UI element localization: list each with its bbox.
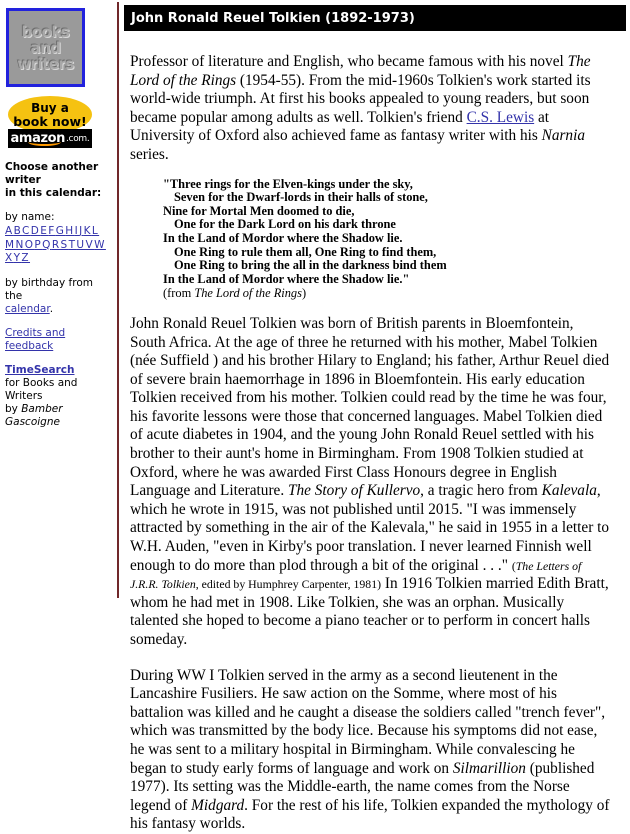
ww1-work-midgard: Midgard xyxy=(191,796,245,814)
bio-part-3: , which he wrote in 1915, was not published until 2015. "I was immensely attracted by something in the air of the Kalevala," he said in 1955 in a letter to W.H. Auden, "even in Kirby's poor translation. I never learned Finnish well enough to do more than plod through a bit of the original . . ." xyxy=(130,482,610,574)
alpha-link-J[interactable]: J xyxy=(79,225,84,237)
bio-part-2: , a tragic hero from xyxy=(420,482,542,500)
page-title: John Ronald Reuel Tolkien (1892-1973) xyxy=(131,10,415,26)
ww1-paragraph xyxy=(124,667,622,834)
bio-citation-rest: , edited by Humphrey Carpenter, 1981) xyxy=(195,577,382,592)
poem-source xyxy=(163,286,630,301)
amazon-logo[interactable] xyxy=(8,129,92,148)
alpha-link-D[interactable]: D xyxy=(30,225,41,237)
sidebar-content-divider xyxy=(117,2,119,598)
timesearch-author: Bamber Gascoigne xyxy=(5,402,63,428)
page-title-bar xyxy=(124,5,626,31)
alpha-link-B[interactable]: B xyxy=(13,225,23,237)
poem-source-title: The Lord of the Rings xyxy=(194,286,302,301)
bio-work-kalevala: Kalevala xyxy=(541,482,597,500)
choose-writer-heading xyxy=(5,161,111,200)
ww1-work-silmarillion: Silmarillion xyxy=(452,759,526,777)
cs-lewis-link[interactable]: C.S. Lewis xyxy=(466,108,535,126)
alpha-link-H[interactable]: H xyxy=(65,225,75,237)
by-name-section xyxy=(5,211,113,266)
intro-part-2: (1954-55). From the mid-1960s Tolkien's work started its world-wide triumph. At first his books appealed to young readers, but soon became popular among adults as well. Tolkien's friend xyxy=(130,71,591,126)
ring-verse-quote xyxy=(124,178,630,301)
amazon-tld: .com. xyxy=(66,133,90,144)
alpha-link-C[interactable]: C xyxy=(22,225,31,237)
alpha-link-V[interactable]: V xyxy=(85,238,95,251)
alpha-link-Q[interactable]: Q xyxy=(42,238,52,251)
buy-book-line-2: book now! xyxy=(13,113,87,129)
by-birthday-section xyxy=(5,277,113,316)
poem-line-6: One Ring to rule them all, One Ring to find them, xyxy=(174,244,437,259)
alpha-link-A[interactable]: A xyxy=(5,225,14,237)
alpha-link-N[interactable]: N xyxy=(15,238,25,251)
by-name-label: by name: xyxy=(5,211,55,223)
timesearch-subtitle: for Books and Writers xyxy=(5,376,78,402)
amazon-wordmark: amazon xyxy=(10,131,65,146)
biography-paragraph xyxy=(124,315,622,650)
choose-writer-heading-line-1: Choose another writer xyxy=(5,161,99,186)
alphabet-row-3 xyxy=(5,252,30,264)
alphabet-row-1 xyxy=(5,225,99,237)
timesearch-section xyxy=(5,364,113,429)
intro-work-lotr: The Lord of the Rings xyxy=(130,53,591,89)
alpha-link-Z[interactable]: Z xyxy=(21,252,31,264)
ww1-part-1: During WW I Tolkien served in the army as a second lieutenent in the Lancashire Fusiliers. He saw action on the Somme, where most of his battalion was killed and he caught a disease the soldiers called "trench fever", which was transmitted by the body lice. Because his symptoms did not ease, he was sent to a military hospital in Birmingham. While convalescing he began to study early forms of language and work on xyxy=(130,666,606,777)
amazon-swoosh-icon xyxy=(28,138,61,146)
poem-line-7: One Ring to bring the all in the darkness bind them xyxy=(174,258,447,273)
logo-line-3: writers xyxy=(17,54,74,73)
alpha-link-X[interactable]: X xyxy=(5,252,14,264)
bio-part-1: John Ronald Reuel Tolkien was born of British parents in Bloemfontein, South Africa. At the age of three he returned with his mother, Mabel Tolkien (née Suffield ) and his brother Hilary to England; his father, Arthur Reuel died of severe brain haemorrhage in 1896 in Bloemfontein. His early education Tolkien received from his mother. Tolkien could read by the time he was four, his favorite lessons were those that concerned languages. Mabel Tolkien died of acute diabetes in 1904, and the young John Ronald Reuel settled with his brother to their aunt's home in Birmingham. From 1908 Tolkien studied at Oxford, where he was awarded First Class Honours degree in English Language and Literature. xyxy=(130,314,610,500)
buy-book-line-1: Buy a xyxy=(31,100,69,115)
intro-part-3: at University of Oxford also achieved fame as fantasy writer with his xyxy=(130,108,550,145)
alpha-link-O[interactable]: O xyxy=(24,238,35,251)
alpha-link-K[interactable]: K xyxy=(83,225,92,237)
alpha-link-I[interactable]: I xyxy=(74,225,80,237)
main-content xyxy=(124,0,630,833)
alpha-link-W[interactable]: W xyxy=(94,238,106,251)
alpha-link-U[interactable]: U xyxy=(76,238,86,251)
poem-line-3: Nine for Mortal Men doomed to die, xyxy=(163,203,355,218)
timesearch-by-prefix: by xyxy=(5,402,22,415)
bio-work-kullervo: The Story of Kullervo xyxy=(288,482,421,500)
sidebar xyxy=(0,0,113,600)
calendar-link[interactable]: calendar xyxy=(5,302,50,315)
poem-line-4: One for the Dark Lord on his dark throne xyxy=(174,217,396,232)
logo-line-2: and xyxy=(30,38,61,57)
intro-part-1: Professor of literature and English, who became famous with his novel xyxy=(130,53,568,70)
alpha-link-G[interactable]: G xyxy=(55,225,66,237)
alphabet-row-2 xyxy=(5,239,106,251)
alpha-link-Y[interactable]: Y xyxy=(13,252,22,264)
intro-paragraph xyxy=(124,53,622,165)
poem-line-2: Seven for the Dwarf-lords in their halls of stone, xyxy=(174,190,428,205)
books-and-writers-logo[interactable] xyxy=(6,8,85,87)
alpha-link-T[interactable]: T xyxy=(68,238,77,251)
alpha-link-L[interactable]: L xyxy=(91,225,100,237)
logo-line-1: books xyxy=(21,22,70,41)
poem-line-1: "Three rings for the Elven-kings under the sky, xyxy=(163,176,413,191)
alpha-link-P[interactable]: P xyxy=(34,238,43,251)
by-birthday-label: by birthday from the xyxy=(5,276,93,302)
ww1-part-2: (published 1977). Its setting was the Middle-earth, the name comes from the Norse legend of xyxy=(130,759,595,814)
poem-line-5: In the Land of Mordor where the Shadow lie. xyxy=(163,230,403,245)
buy-book-oval[interactable] xyxy=(8,96,92,133)
bio-citation-title: The Letters of J.R.R. Tolkien xyxy=(130,558,582,592)
poem-source-prefix: (from xyxy=(163,286,195,301)
credits-section xyxy=(5,327,113,353)
alpha-link-E[interactable]: E xyxy=(40,225,49,237)
amazon-buy-book-banner[interactable] xyxy=(8,96,96,148)
intro-work-narnia: Narnia xyxy=(541,127,585,145)
alpha-link-F[interactable]: F xyxy=(48,225,56,237)
bio-part-4: In 1916 Tolkien married Edith Bratt, whom he had met in 1908. Like Tolkien, she was an orphan. Musically talented she hoped to become a piano teacher or to perform in concert halls someday. xyxy=(130,575,609,648)
bio-citation-open: ( xyxy=(511,558,516,573)
alpha-link-R[interactable]: R xyxy=(51,238,61,251)
intro-part-4: series. xyxy=(130,145,169,163)
choose-writer-heading-line-2: in this calendar: xyxy=(5,187,102,199)
poem-line-8: In the Land of Mordor where the Shadow lie." xyxy=(163,271,410,286)
poem-source-suffix: ) xyxy=(301,286,307,301)
alphabet-index[interactable] xyxy=(5,225,113,266)
credits-and-feedback-link[interactable]: Credits and feedback xyxy=(5,326,66,352)
alpha-link-M[interactable]: M xyxy=(5,238,16,251)
birthday-period: . xyxy=(49,302,54,315)
timesearch-link[interactable]: TimeSearch xyxy=(5,363,75,376)
ww1-part-3: . For the rest of his life, Tolkien expanded the mythology of his fantasy worlds. xyxy=(130,796,610,833)
alpha-link-S[interactable]: S xyxy=(60,238,69,251)
